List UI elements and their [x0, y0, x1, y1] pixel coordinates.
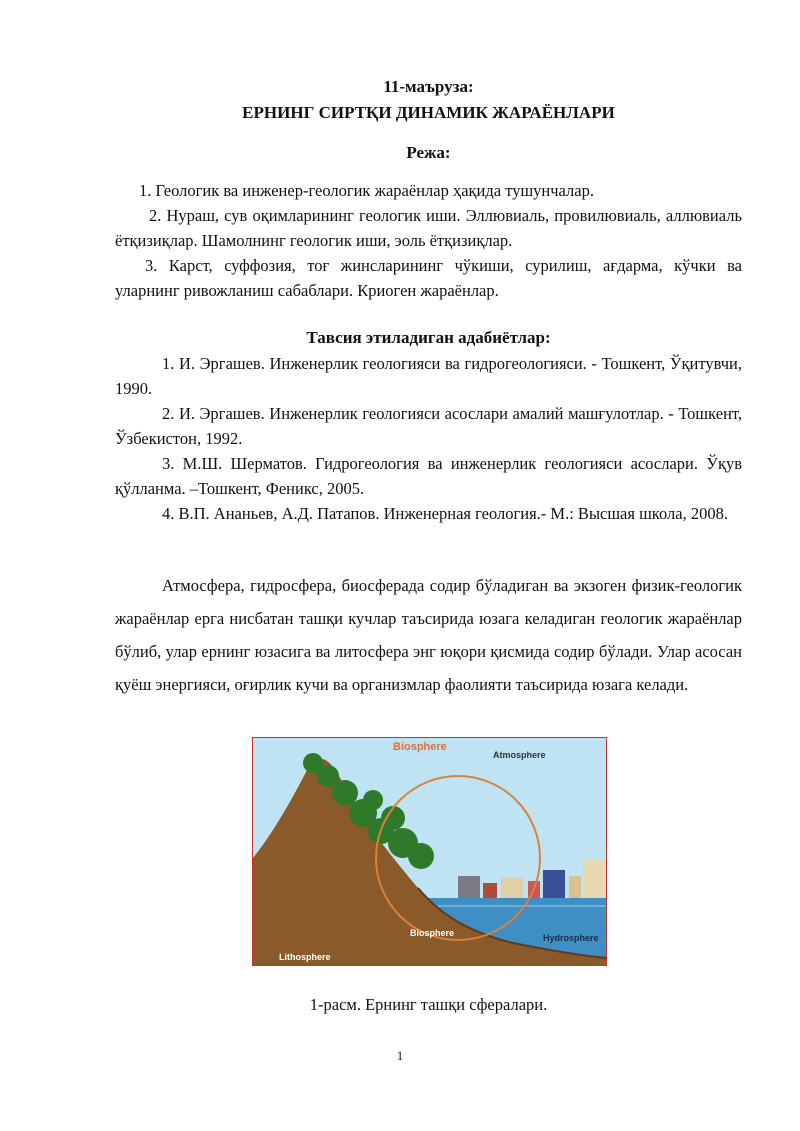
page-number: 1 [396, 1048, 404, 1063]
figure-caption: 1-расм. Ернинг ташқи сфералари. [309, 995, 548, 1014]
spheres-illustration [253, 738, 607, 966]
label-biosphere-bottom: Biosphere [410, 928, 455, 938]
label-atmosphere: Atmosphere [493, 750, 546, 760]
literature-item-1: 1. И. Эргашев. Инженерлик геологияси ва гидрогеологияси. - Тошкент, Ўқитувчи, 1990. [115, 354, 742, 398]
label-hydrosphere: Hydrosphere [543, 933, 599, 943]
body-paragraph: Атмосфера, гидросфера, биосферада содир бўладиган ва экзоген физик-геологик жараёнлар ерга нисбатан ташқи кучлар таъсирида юзага келадиган геологик жараёнлар бўлиб, улар ернинг юзасига ва литосфера энг юқори қисмида содир бўлади. Улар асосан қуёш энергияси, оғирлик кучи ва организмлар фаолияти таъсирида юзага келади. [115, 576, 742, 694]
label-biosphere-top: Biosphere [393, 741, 447, 753]
plan-heading: Режа: [406, 143, 451, 162]
plan-item-3: 3. Карст, суффозия, тоғ жинсларининг чўкиши, сурилиш, ағдарма, кўчки ва уларнинг ривожланиш сабаблари. Криоген жараёнлар. [115, 256, 742, 300]
plan-item-2: 2. Нураш, сув оқимларининг геологик иши. Эллювиаль, провилювиаль, аллювиаль ётқизиқлар. Шамолнинг геологик иши, эоль ётқизиқлар. [115, 206, 742, 250]
literature-heading: Тавсия этиладиган адабиётлар: [306, 328, 551, 347]
label-lithosphere: Lithosphere [279, 952, 331, 962]
spheres-figure [252, 737, 607, 966]
literature-item-3: 3. М.Ш. Шерматов. Гидрогеология ва инженерлик геологияси асослари. Ўқув қўлланма. –Тошкент, Феникс, 2005. [115, 454, 742, 498]
plan-item-1: 1. Геологик ва инженер-геологик жараёнлар ҳақида тушунчалар. [139, 181, 594, 200]
literature-item-2: 2. И. Эргашев. Инженерлик геологияси асослари амалий машғулотлар. - Тошкент, Ўзбекистон, 1992. [115, 404, 742, 448]
lecture-title: ЕРНИНГ СИРТҚИ ДИНАМИК ЖАРАЁНЛАРИ [242, 103, 615, 122]
literature-item-4: 4. В.П. Ананьев, А.Д. Патапов. Инженерная геология.- М.: Высшая школа, 2008. [162, 504, 728, 523]
lecture-number: 11-маъруза: [383, 77, 474, 96]
